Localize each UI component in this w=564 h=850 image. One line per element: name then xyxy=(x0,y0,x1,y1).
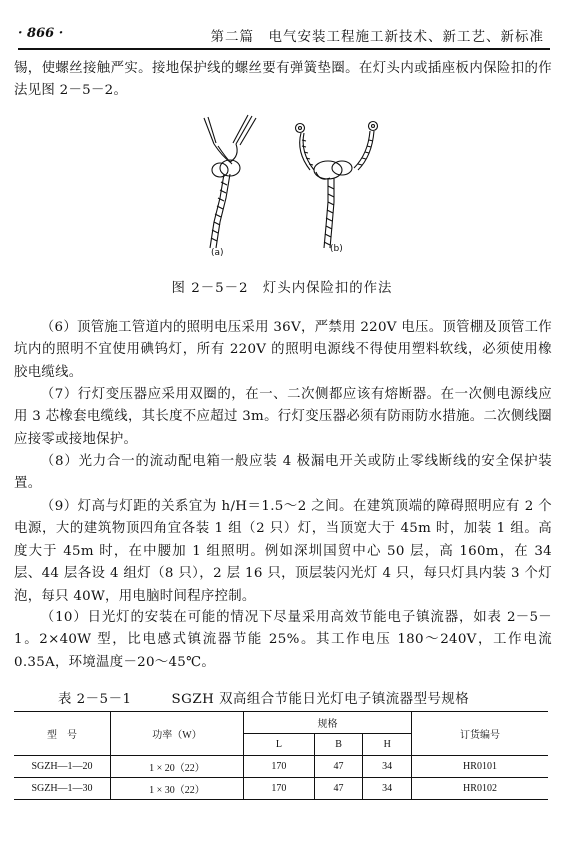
cell-order-no: HR0102 xyxy=(412,778,549,800)
page-number: · 866 · xyxy=(18,26,64,41)
cell-H: 34 xyxy=(363,778,412,800)
header-model: 型 号 xyxy=(14,712,111,756)
cell-model: SGZH—1—20 xyxy=(14,756,111,778)
cell-model: SGZH—1—30 xyxy=(14,778,111,800)
ballast-spec-table xyxy=(14,711,548,800)
paragraph-item-6: （6）顶管施工管道内的照明电压采用 36V，严禁用 220V 电压。顶管棚及顶管工作坑内的照明不宜使用碘钨灯，所有 220V 的照明电源线不得使用塑料软线，必须使用橡胶电缆线。 xyxy=(14,320,552,380)
table-number: 表 2－5－1 xyxy=(58,692,132,707)
fuse-knot-illustration xyxy=(170,112,400,262)
header-L: L xyxy=(244,734,315,756)
header-spec: 规格 xyxy=(244,712,412,734)
knot-a-drawing xyxy=(204,115,256,248)
header-order-no: 订货编号 xyxy=(412,712,549,756)
cell-H: 34 xyxy=(363,756,412,778)
cell-order-no: HR0101 xyxy=(412,756,549,778)
cell-L: 170 xyxy=(244,778,315,800)
paragraph-item-10: （10）日光灯的安装在可能的情况下尽量采用高效节能电子镇流器，如表 2－5－1。2×40W 型，比电感式镇流器节能 25%。其工作电压 180～240V，工作电流 0.35A，环境温度－20～45℃。 xyxy=(14,610,552,670)
table-title: SGZH 双高组合节能日光灯电子镇流器型号规格 xyxy=(171,692,470,707)
cell-B: 47 xyxy=(314,778,363,800)
paragraph-item-9: （9）灯高与灯距的关系宜为 h/H＝1.5～2 之间。在建筑顶端的障碍照明应有 2 个电源，大的建筑物顶四角宜各装 1 组（2 只）灯，当顶宽大于 45m 时，加装 1 组。高度大于 45m 时，在中腰加 1 组照明。例如深圳国贸中心 50 层，高 160m，在 34 层、44 层各设 4 组灯（8 只），2 层 16 只，顶层装闪光灯 4 只，每只灯具内装 3 个灯泡，每只 40W，用电脑时间程序控制。 xyxy=(14,499,552,604)
header-H: H xyxy=(363,734,412,756)
cell-power: 1 × 30（22） xyxy=(111,778,244,800)
table-row xyxy=(14,778,548,800)
table-row xyxy=(14,756,548,778)
figure-caption: 图 2－5－2 灯头内保险扣的作法 xyxy=(171,281,393,296)
figure-label-b: (b) xyxy=(330,244,343,254)
figure-label-a: (a) xyxy=(211,248,224,258)
paragraph-item-7: （7）行灯变压器应采用双圈的，在一、二次侧都应该有熔断器。在一次侧电源线应用 3 芯橡套电缆线，其长度不应超过 3m。行灯变压器必须有防雨防水措施。二次侧线圈应接零或接地保护。 xyxy=(14,387,552,447)
paragraph-item-8: （8）光力合一的流动配电箱一般应装 4 极漏电开关或防止零线断线的安全保护装置。 xyxy=(14,454,552,492)
cell-B: 47 xyxy=(314,756,363,778)
running-title: 第二篇 电气安装工程施工新技术、新工艺、新标准 xyxy=(210,29,544,45)
figure-fuse-knot xyxy=(170,112,400,262)
cell-L: 170 xyxy=(244,756,315,778)
knot-b-drawing xyxy=(296,122,378,249)
header-B: B xyxy=(314,734,363,756)
page-header xyxy=(18,22,550,50)
cell-power: 1 × 20（22） xyxy=(111,756,244,778)
table-caption xyxy=(58,688,469,707)
paragraph-continuation: 锡，使螺丝接触严实。接地保护线的螺丝要有弹簧垫圈。在灯头内或插座板内保险扣的作法见图 2－5－2。 xyxy=(14,61,552,99)
header-power: 功率（W） xyxy=(111,712,244,756)
